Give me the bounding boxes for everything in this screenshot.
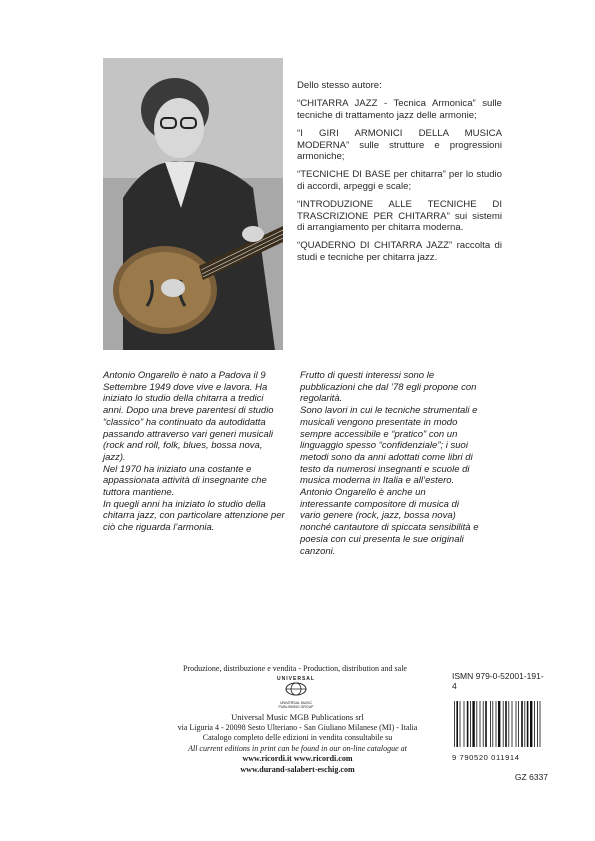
works-entry-desc: per lo studio di accordi, arpeggi e scale; (297, 169, 502, 192)
publisher-block (150, 712, 445, 775)
works-entry (297, 240, 502, 263)
barcode-bar (480, 701, 481, 747)
barcode-bar (518, 701, 519, 747)
bio-paragraph: Antonio Ongarello è anche un interessante compositore di musica di vario genere (rock, jazz, bossa nova) nonché cantautore di spiccata sensibilità e poesia con cui presenta le sue originali canzoni. (300, 487, 479, 557)
works-entry-desc: sulle tecniche di trattamento jazz delle armonie; (297, 98, 502, 121)
publisher-url-durand[interactable]: www.durand-salabert-eschig.com (240, 764, 355, 774)
barcode-bar (498, 701, 500, 747)
barcode-bar (527, 701, 529, 747)
bio-paragraph: Antonio Ongarello è nato a Padova il 9 Settembre 1949 dove vive e lavora. Ha iniziato lo studio della chitarra a tredici anni. Dopo una breve parentesi di studio “classico” ha continuato da autodidatta passando attraverso vari generi musicali (rock and roll, folk, blues, bossa nova, jazz). (103, 370, 274, 463)
author-works-list (297, 80, 502, 270)
barcode-bar (530, 701, 532, 747)
production-line: Produzione, distribuzione e vendita - Production, distribution and sale (183, 664, 407, 673)
works-entry-title: “QUADERNO DI CHITARRA JAZZ” (297, 240, 453, 252)
barcode-bar (534, 701, 535, 747)
barcode-bar (492, 701, 493, 747)
works-entry-title: “INTRODUZIONE ALLE TECNICHE DI TRASCRIZIONE PER CHITARRA” (297, 199, 502, 222)
works-entry-desc: sulle strutture e progressioni armoniche; (297, 139, 502, 163)
biography-right-column (300, 370, 480, 557)
barcode-bar (508, 701, 509, 747)
isbn-number: ISMN 979-0-52001-191-4 (452, 671, 544, 691)
barcode-bar (464, 701, 465, 747)
publisher-name: Universal Music MGB Publications srl (231, 712, 364, 722)
works-entry-title: “I GIRI ARMONICI DELLA MUSICA MODERNA” (297, 128, 502, 151)
barcode-bar (470, 701, 471, 747)
barcode-bar (476, 701, 477, 747)
logo-word: UNIVERSAL (277, 676, 315, 682)
barcode-bar (516, 701, 517, 747)
works-heading: Dello stesso autore: (297, 80, 382, 91)
logo-sub-line: UNIVERSAL MUSIC (280, 701, 312, 705)
catalog-number: GZ 6337 (514, 772, 548, 782)
bio-paragraph: Nel 1970 ha iniziato una costante e appassionata attività di insegnante che tuttora mantiene. (103, 463, 267, 499)
barcode-bar (467, 701, 469, 747)
catalog-note-en: All current editions in print can be found in our on-line catalogue at (188, 743, 407, 753)
author-photo (103, 58, 283, 350)
bio-paragraph: Sono lavori in cui le tecniche strumentali e musicali vengono presentate in modo sempre accessibile e “pratico” con un linguaggio spesso “confidenziale”; i suoi metodi sono da anni adottati come libri di testo da numerosi insegnanti e scuole di musica moderna in Italia e all’estero. (300, 405, 478, 487)
barcode-bar (524, 701, 525, 747)
works-entry-title: “TECNICHE DI BASE per chitarra” (297, 169, 446, 181)
globe-icon (285, 682, 307, 696)
barcode-bar (456, 701, 458, 747)
works-entry (297, 169, 502, 192)
barcode-bar (483, 701, 484, 747)
barcode-bar (505, 701, 507, 747)
barcode-bar (490, 701, 491, 747)
barcode-bar (503, 701, 504, 747)
works-entry (297, 128, 502, 162)
logo-sub-line: PUBLISHING GROUP (278, 705, 314, 709)
author-photo-illustration (103, 58, 283, 350)
catalog-note-it: Catalogo completo delle edizioni in vendita consultabile su (202, 733, 393, 742)
barcode-bar (540, 701, 541, 747)
publisher-urls[interactable]: www.ricordi.it www.ricordi.com (242, 754, 353, 763)
barcode-icon (452, 701, 548, 747)
works-entry (297, 98, 502, 121)
barcode-bar (472, 701, 474, 747)
barcode-bar (454, 701, 455, 747)
barcode-bar (537, 701, 538, 747)
barcode-bar (512, 701, 513, 747)
barcode-bar (521, 701, 523, 747)
works-entry-desc: raccolta di studi e tecniche per chitarra jazz. (297, 240, 502, 263)
bio-paragraph: Frutto di questi interessi sono le pubblicazioni che dal ’78 egli propone con regolarità. (300, 370, 477, 405)
universal-logo (266, 676, 326, 710)
isbn-barcode-block (452, 671, 548, 782)
publisher-address: via Liguria 4 - 20098 Sesto Ulteriano - San Giuliano Milanese (MI) - Italia (177, 722, 418, 732)
barcode-digits: 9 790520 011914 (452, 753, 520, 762)
works-entry-desc: sui sistemi di arrangiamento per chitarra moderna. (297, 210, 502, 234)
bio-paragraph: In quegli anni ha iniziato lo studio della chitarra jazz, con particolare attenzione per ciò che riguarda l’armonia. (103, 498, 285, 534)
works-entry-title: “CHITARRA JAZZ - Tecnica Armonica” (297, 98, 476, 110)
works-entry (297, 199, 502, 233)
barcode-bar (485, 701, 487, 747)
barcode-bar (460, 701, 461, 747)
barcode-bar (496, 701, 497, 747)
biography-left-column (103, 370, 286, 534)
